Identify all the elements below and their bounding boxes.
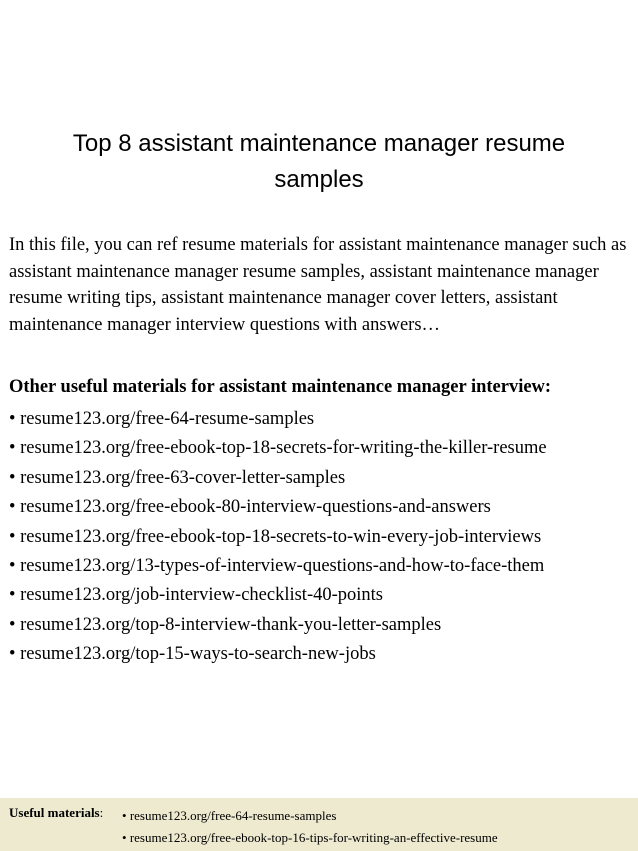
materials-link[interactable]: resume123.org/free-63-cover-letter-samples [20,467,346,488]
footer-link[interactable]: resume123.org/free-ebook-top-16-tips-for-writing-an-effective-resume [129,830,498,845]
bullet-glyph: • [9,614,16,635]
intro-section [9,232,634,338]
other-materials-heading: Other useful materials for assistant maintenance manager interview: [9,377,552,397]
materials-list-item [9,434,634,463]
materials-list-item [9,552,634,581]
bullet-glyph: • [9,644,16,665]
materials-link[interactable]: resume123.org/free-ebook-80-interview-questions-and-answers [20,497,491,518]
bullet-glyph: • [9,438,16,459]
footer-label-colon: : [99,805,104,820]
footer-link[interactable]: resume123.org/free-64-resume-samples [129,808,337,823]
footer-link-list [122,805,498,849]
bullet-glyph: • [122,830,127,845]
document-title [0,126,638,198]
bullet-glyph: • [122,808,127,823]
materials-link[interactable]: resume123.org/free-ebook-top-18-secrets-to-win-every-job-interviews [20,526,542,547]
bullet-glyph: • [9,526,16,547]
materials-link[interactable]: resume123.org/free-ebook-top-18-secrets-for-writing-the-killer-resume [20,438,547,459]
materials-link[interactable]: resume123.org/top-8-interview-thank-you-letter-samples [20,614,442,635]
footer-list-item [122,827,498,849]
other-materials-section [9,376,634,670]
materials-link-list [9,405,634,670]
bullet-glyph: • [9,556,16,577]
materials-link[interactable]: resume123.org/top-15-ways-to-search-new-jobs [20,644,376,665]
materials-list-item [9,405,634,434]
materials-list-item [9,464,634,493]
bullet-glyph: • [9,409,16,429]
materials-list-item [9,493,634,522]
materials-list-item [9,581,634,610]
document-title-line-2: samples [274,166,364,193]
materials-list-item [9,523,634,552]
document-title-line-1: Top 8 assistant maintenance manager resume [72,130,566,157]
materials-list-item [9,640,634,669]
materials-link[interactable]: resume123.org/job-interview-checklist-40-points [20,585,384,606]
footer-bar [0,798,638,851]
intro-paragraph: In this file, you can ref resume materials for assistant maintenance manager such as assistant maintenance manager resume samples, assistant maintenance manager resume writing tips, assistant maintenance manager cover letters, assistant maintenance manager interview questions with answers… [9,235,627,335]
bullet-glyph: • [9,585,16,606]
footer-list-item [122,805,498,827]
footer-label [9,805,103,821]
materials-list-item [9,611,634,640]
materials-link[interactable]: resume123.org/free-64-resume-samples [20,409,315,429]
footer-label-text: Useful materials [9,805,100,820]
bullet-glyph: • [9,497,16,518]
bullet-glyph: • [9,467,16,488]
materials-link[interactable]: resume123.org/13-types-of-interview-questions-and-how-to-face-them [20,556,545,577]
